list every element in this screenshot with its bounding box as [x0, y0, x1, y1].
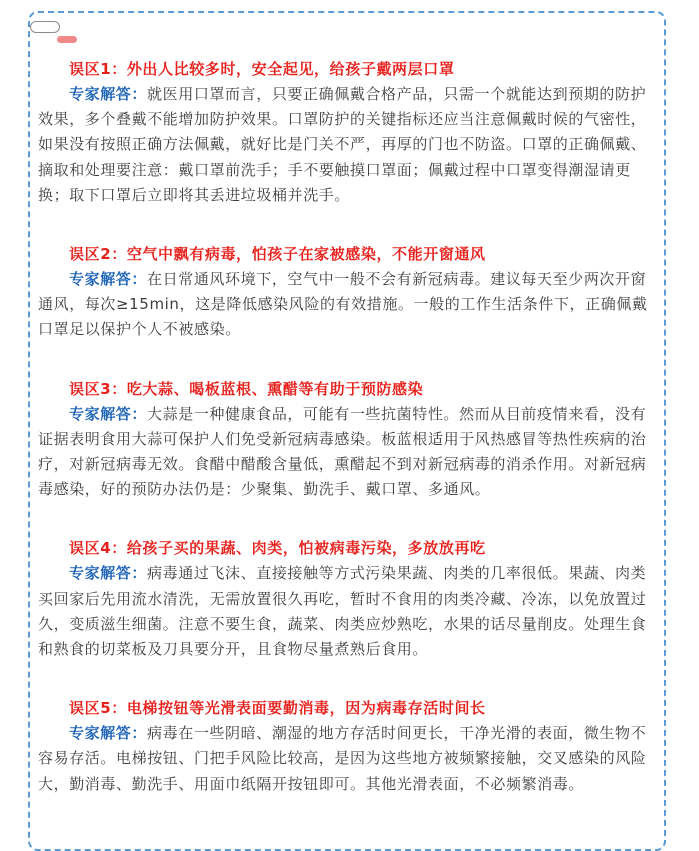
myth-heading: 误区4：给孩子买的果蔬、肉类，怕被病毒污染，多放放再吃: [69, 539, 486, 558]
expert-answer-label: 专家解答：: [69, 404, 148, 423]
myth-heading: 误区1：外出人比较多时，安全起见，给孩子戴两层口罩: [69, 60, 455, 78]
article-content: [38, 56, 660, 830]
decorative-pill-gray: [30, 21, 60, 33]
expert-answer-label: 专家解答：: [69, 564, 148, 583]
expert-answer: [38, 721, 660, 797]
expert-answer: [38, 267, 660, 343]
expert-answer-text: 病毒在一些阴暗、潮湿的地方存活时间更长，干净光滑的表面，微生物不容易存活。电梯按钮、门把手风险比较高，是因为这些地方被频繁接触，交叉感染的风险大，勤消毒、勤洗手、用面巾纸隔开按钮即可。其他光滑表面，不必频繁消毒。: [38, 724, 647, 793]
expert-answer: [38, 402, 660, 503]
expert-answer-text: 大蒜是一种健康食品，可能有一些抗菌特性。然而从目前疫情来看，没有证据表明食用大蒜可保护人们免受新冠病毒感染。板蓝根适用于风热感冒等热性疾病的治疗，对新冠病毒无效。食醋中醋酸含量低，熏醋起不到对新冠病毒的消杀作用。对新冠病毒感染，好的预防办法仍是：少聚集、勤洗手、戴口罩、多通风。: [38, 404, 647, 499]
expert-answer: [38, 82, 660, 208]
expert-answer-label: 专家解答：: [69, 270, 148, 289]
myth-section-3: [38, 376, 660, 503]
myth-heading: 误区2：空气中飘有病毒，怕孩子在家被感染，不能开窗通风: [69, 245, 486, 264]
myth-section-2: [38, 241, 660, 343]
expert-answer-label: 专家解答：: [69, 85, 148, 103]
expert-answer-text: 病毒通过飞沫、直接接触等方式污染果蔬、肉类的几率很低。果蔬、肉类买回家后先用流水清洗，无需放置很久再吃，暂时不食用的肉类冷藏、冷冻，以免放置过久，变质滋生细菌。注意不要生食，蔬菜、肉类应炒熟吃，水果的话尽量削皮。处理生食和熟食的切菜板及刀具要分开，且食物尽量煮熟后食用。: [38, 564, 647, 659]
expert-answer-text: 在日常通风环境下，空气中一般不会有新冠病毒。建议每天至少两次开窗通风，每次≥15min，这是降低感染风险的有效措施。一般的工作生活条件下，正确佩戴口罩足以保护个人不被感染。: [38, 270, 648, 339]
myth-heading: 误区5：电梯按钮等光滑表面要勤消毒，因为病毒存活时间长: [69, 699, 486, 718]
myth-section-1: [38, 56, 660, 208]
myth-heading: 误区3：吃大蒜、喝板蓝根、熏醋等有助于预防感染: [69, 379, 424, 398]
myth-section-5: [38, 695, 660, 797]
expert-answer-label: 专家解答：: [69, 724, 148, 743]
expert-answer: [38, 561, 660, 662]
expert-answer-text: 就医用口罩而言，只要正确佩戴合格产品，只需一个就能达到预期的防护效果，多个叠戴不能增加防护效果。口罩防护的关键指标还应当注意佩戴时候的气密性，如果没有按照正确方法佩戴，就好比是门关不严，再厚的门也不防盗。口罩的正确佩戴、摘取和处理要注意：戴口罩前洗手；手不要触摸口罩面；佩戴过程中口罩变得潮湿请更换；取下口罩后立即将其丢进垃圾桶并洗手。: [38, 85, 647, 204]
decorative-pill-pink: [57, 36, 77, 43]
myth-section-4: [38, 535, 660, 662]
